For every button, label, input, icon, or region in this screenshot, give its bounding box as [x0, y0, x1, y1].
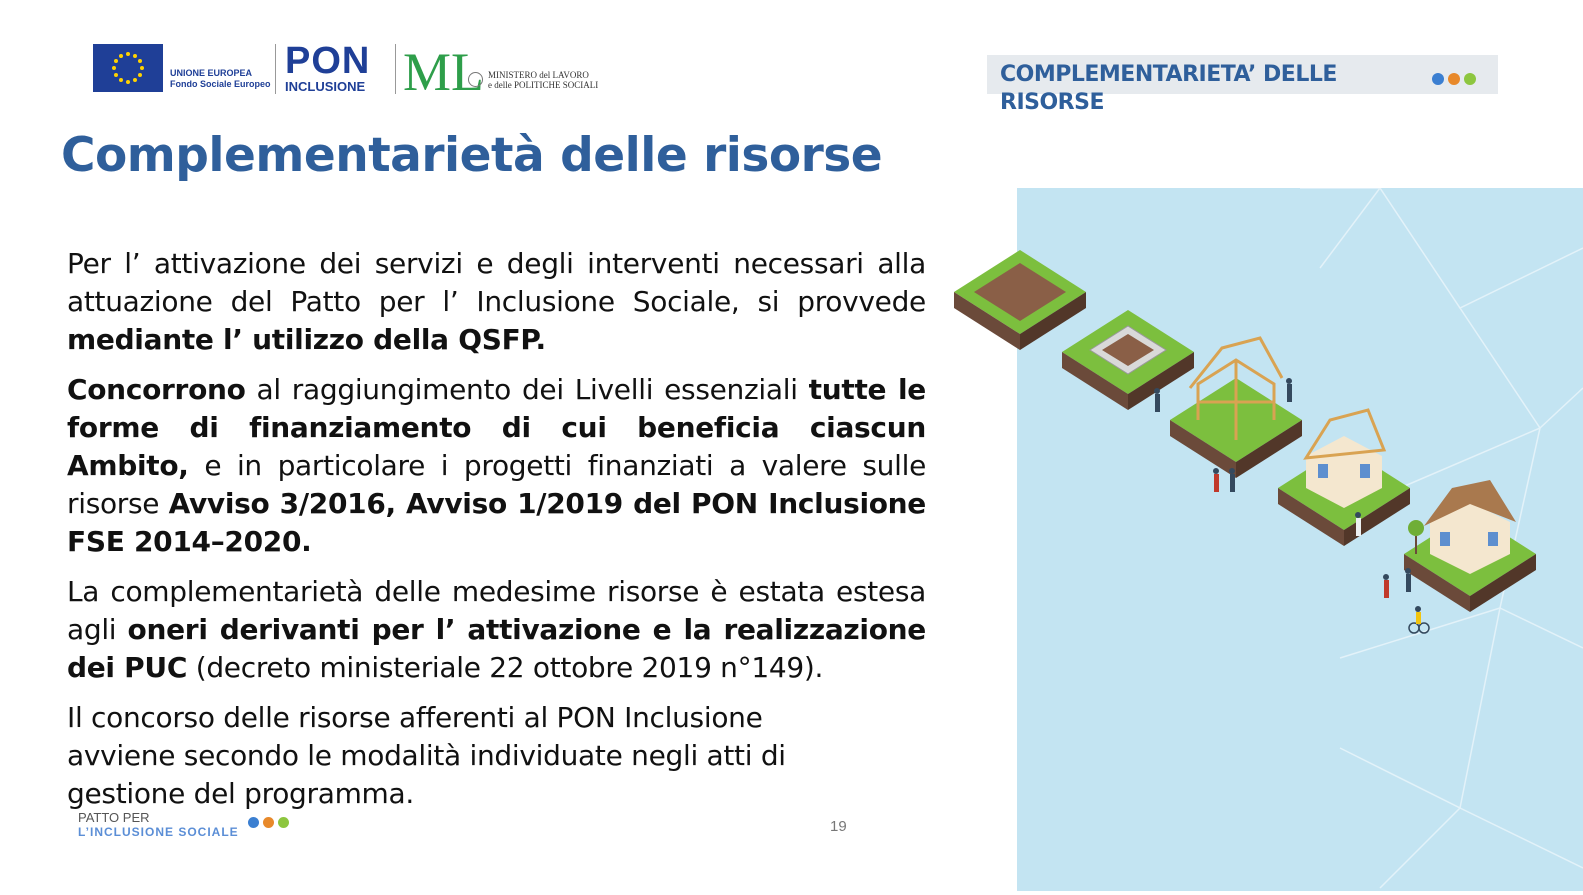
footer-dots-icon: [249, 813, 289, 832]
p2-bold-a: Concorrono: [67, 373, 246, 406]
paragraph-2: [67, 371, 926, 561]
patto-inclusione-footer-logo: [78, 811, 239, 839]
paragraph-3: [67, 573, 926, 687]
dots-icon: [1433, 70, 1476, 89]
footer-logo-line2: L’INCLUSIONE SOCIALE: [78, 825, 239, 839]
eu-flag-icon: [93, 44, 163, 92]
section-badge: [987, 55, 1498, 115]
dot-orange-icon: [1448, 73, 1460, 85]
p2-text-d: e in particolare i progetti finanziati a valere sulle risorse: [67, 449, 926, 520]
p1-bold: mediante l’ utilizzo della QSFP.: [67, 323, 546, 356]
p2-text-b: al raggiungimento dei Livelli essenziali: [245, 373, 809, 406]
pon-logo-sub: INCLUSIONE: [285, 79, 366, 94]
eu-logo-line2: Fondo Sociale Europeo: [170, 79, 271, 89]
p2-bold-c: tutte le forme di finanziamento di cui beneficia ciascun Ambito,: [67, 373, 926, 482]
eu-logo-line1: UNIONE EUROPEA: [170, 68, 253, 78]
p3-bold-b: oneri derivanti per l’ attivazione e la realizzazione dei PUC: [67, 613, 926, 684]
header-logos: [93, 42, 633, 94]
section-badge-text: COMPLEMENTARIETA’ DELLE RISORSE: [1000, 62, 1337, 115]
p3-text-a: La complementarietà delle medesime risorse è estata estesa agli: [67, 575, 926, 646]
ministry-ml-logo: [403, 42, 483, 94]
dot-green-icon: [278, 817, 289, 828]
italian-emblem-icon: [468, 72, 483, 87]
pon-logo-word: PON: [285, 40, 371, 82]
dot-blue-icon: [248, 817, 259, 828]
page-title: Complementarietà delle risorse: [61, 128, 883, 183]
eu-logo-text: [170, 68, 271, 90]
logo-divider: [395, 44, 396, 94]
logo-divider: [275, 44, 276, 94]
page-number: 19: [830, 818, 847, 835]
footer-logo-line1: PATTO PER: [78, 810, 150, 825]
construction-stages-illustration: [940, 188, 1583, 891]
dot-blue-icon: [1432, 73, 1444, 85]
dot-orange-icon: [263, 817, 274, 828]
ministry-ml-mark: ML: [403, 42, 483, 94]
ministry-name: [488, 70, 598, 90]
p3-text-c: (decreto ministeriale 22 ottobre 2019 n°149).: [187, 651, 824, 684]
paragraph-1: [67, 245, 926, 359]
ministry-line1: MINISTERO del LAVORO: [488, 70, 589, 80]
paragraph-4: [67, 699, 867, 813]
p4-text: Il concorso delle risorse afferenti al PON Inclusione avviene secondo le modalità individuate negli atti di gestione del programma.: [67, 701, 786, 810]
p1-text: Per l’ attivazione dei servizi e degli interventi necessari alla attuazione del Patto per l’ Inclusione Sociale, si provvede: [67, 247, 926, 318]
dot-green-icon: [1464, 73, 1476, 85]
pon-inclusione-logo: [285, 42, 370, 94]
p2-bold-e: Avviso 3/2016, Avviso 1/2019 del PON Inclusione FSE 2014–2020.: [67, 487, 927, 558]
ministry-line2: e delle POLITICHE SOCIALI: [488, 80, 599, 90]
body-text: [67, 245, 926, 825]
